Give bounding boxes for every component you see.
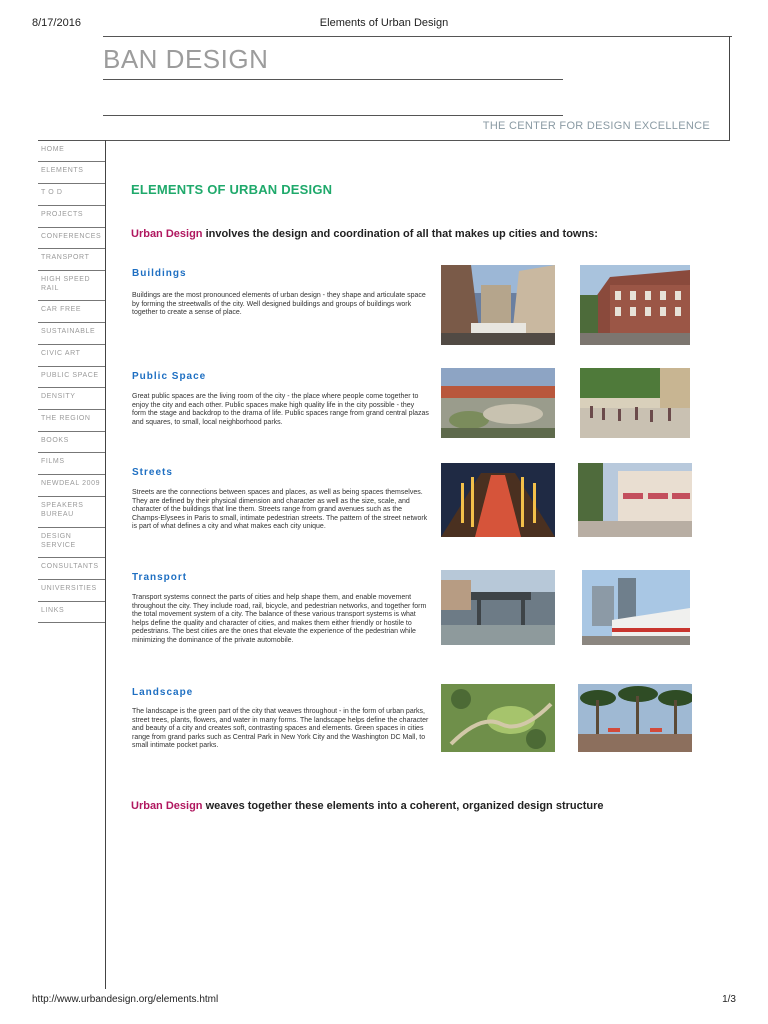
nav-item-books[interactable]: BOOKS: [38, 432, 105, 453]
outro-highlight: Urban Design: [131, 800, 203, 812]
nav-item-high-speed-rail[interactable]: HIGH SPEED RAIL: [38, 271, 105, 301]
nav-item-universities[interactable]: UNIVERSITIES: [38, 580, 105, 602]
section-body-transport: Transport systems connect the parts of cities and help shape them, and enable movement throughout the city. They include road, rail, bicycle, and pedestrian networks, and together form the total movement system of a city. The balance of these various transport systems is what helps define the quality and character of cities, and makes them either friendly or hostile to pedestrians. The best cities are the ones that elevate the experience of the pedestrian while minimizing the dominance of the private automobile.: [132, 594, 427, 644]
section-title-public-space: Public Space: [132, 371, 207, 382]
photo-streets-night: [441, 463, 555, 537]
nav-item-home[interactable]: HOME: [38, 141, 105, 162]
site-tagline: THE CENTER FOR DESIGN EXCELLENCE: [482, 120, 710, 132]
print-date: 8/17/2016: [32, 17, 81, 29]
nav-item-links[interactable]: LINKS: [38, 602, 105, 623]
nav-item-tod[interactable]: T O D: [38, 184, 105, 206]
nav-item-car-free[interactable]: CAR FREE: [38, 301, 105, 323]
intro-highlight: Urban Design: [131, 228, 203, 240]
sidebar-nav: [38, 141, 105, 623]
nav-item-public-space[interactable]: PUBLIC SPACE: [38, 367, 105, 388]
nav-item-transport[interactable]: TRANSPORT: [38, 249, 105, 271]
photo-public-space-street: [580, 368, 690, 438]
section-body-buildings: Buildings are the most pronounced elements of urban design - they shape and articulate space by forming the streetwalls of the city. Well designed buildings and groups of buildings work together to create a sense of place.: [132, 292, 426, 317]
print-page-number: 1/3: [722, 994, 736, 1005]
header-rule-bottom: [38, 140, 730, 141]
header-rule-logo: [103, 79, 563, 80]
section-title-streets: Streets: [132, 467, 173, 478]
nav-item-elements[interactable]: ELEMENTS: [38, 162, 105, 184]
outro-text: weaves together these elements into a coherent, organized design structure: [202, 800, 604, 812]
nav-item-density[interactable]: DENSITY: [38, 388, 105, 410]
photo-streets-shops: [578, 463, 692, 537]
outro-paragraph: [131, 800, 604, 812]
content-divider: [105, 140, 106, 989]
intro-paragraph: [131, 228, 598, 240]
header-rule-right: [729, 36, 730, 141]
nav-item-newdeal-2009[interactable]: NEWDEAL 2009: [38, 475, 105, 497]
intro-text: involves the design and coordination of all that makes up cities and towns:: [202, 228, 598, 240]
photo-landscape-park: [441, 684, 555, 752]
section-title-transport: Transport: [132, 572, 188, 583]
nav-item-design-service[interactable]: DESIGN SERVICE: [38, 528, 105, 558]
header-rule-mid: [103, 115, 563, 116]
section-body-public-space: Great public spaces are the living room of the city - the place where people come together to enjoy the city and each other. Public spaces make high quality life in the city possible - they form the stage and backdrop to the drama of life. Public spaces range from grand central plazas and squares, to small, local neighborhood parks.: [132, 393, 429, 426]
section-body-streets: Streets are the connections between spaces and places, as well as being spaces themselves. They are defined by their physical dimension and character as well as the size, scale, and character of the buildings that line them. Streets range from grand avenues such as the Champs-Elysees in Paris to small, intimate pedestrian streets. The pattern of the street network is part of what defines a city and what makes each city unique.: [132, 489, 428, 531]
print-title: Elements of Urban Design: [319, 17, 449, 29]
nav-item-sustainable[interactable]: SUSTAINABLE: [38, 323, 105, 345]
photo-transport-station: [441, 570, 555, 645]
nav-item-speakers-bureau[interactable]: SPEAKERS BUREAU: [38, 497, 105, 528]
site-logo[interactable]: BAN DESIGN: [103, 44, 269, 74]
section-title-landscape: Landscape: [132, 687, 194, 698]
section-body-landscape: The landscape is the green part of the city that weaves throughout - in the form of urban parks, street trees, plants, flowers, and water in many forms. The landscape helps define the character and beauty of a city and creates soft, contrasting spaces and elements. Green spaces in cities range from grand parks such as Central Park in New York City and the Washington DC Mall, to small intimate pocket parks.: [132, 708, 429, 750]
photo-buildings-street: [441, 265, 555, 345]
nav-item-conferences[interactable]: CONFERENCES: [38, 228, 105, 249]
nav-item-civic-art[interactable]: CIVIC ART: [38, 345, 105, 367]
photo-buildings-rowhouses: [580, 265, 690, 345]
nav-item-consultants[interactable]: CONSULTANTS: [38, 558, 105, 580]
header-rule-top: [103, 36, 732, 37]
print-url: http://www.urbandesign.org/elements.html: [32, 994, 219, 1005]
section-title-buildings: Buildings: [132, 268, 187, 279]
photo-transport-light-rail: [582, 570, 690, 645]
page-heading: ELEMENTS OF URBAN DESIGN: [131, 182, 333, 197]
nav-item-films[interactable]: FILMS: [38, 453, 105, 475]
photo-public-space-plaza: [441, 368, 555, 438]
photo-landscape-palms: [578, 684, 692, 752]
nav-item-projects[interactable]: PROJECTS: [38, 206, 105, 228]
nav-item-the-region[interactable]: THE REGION: [38, 410, 105, 432]
